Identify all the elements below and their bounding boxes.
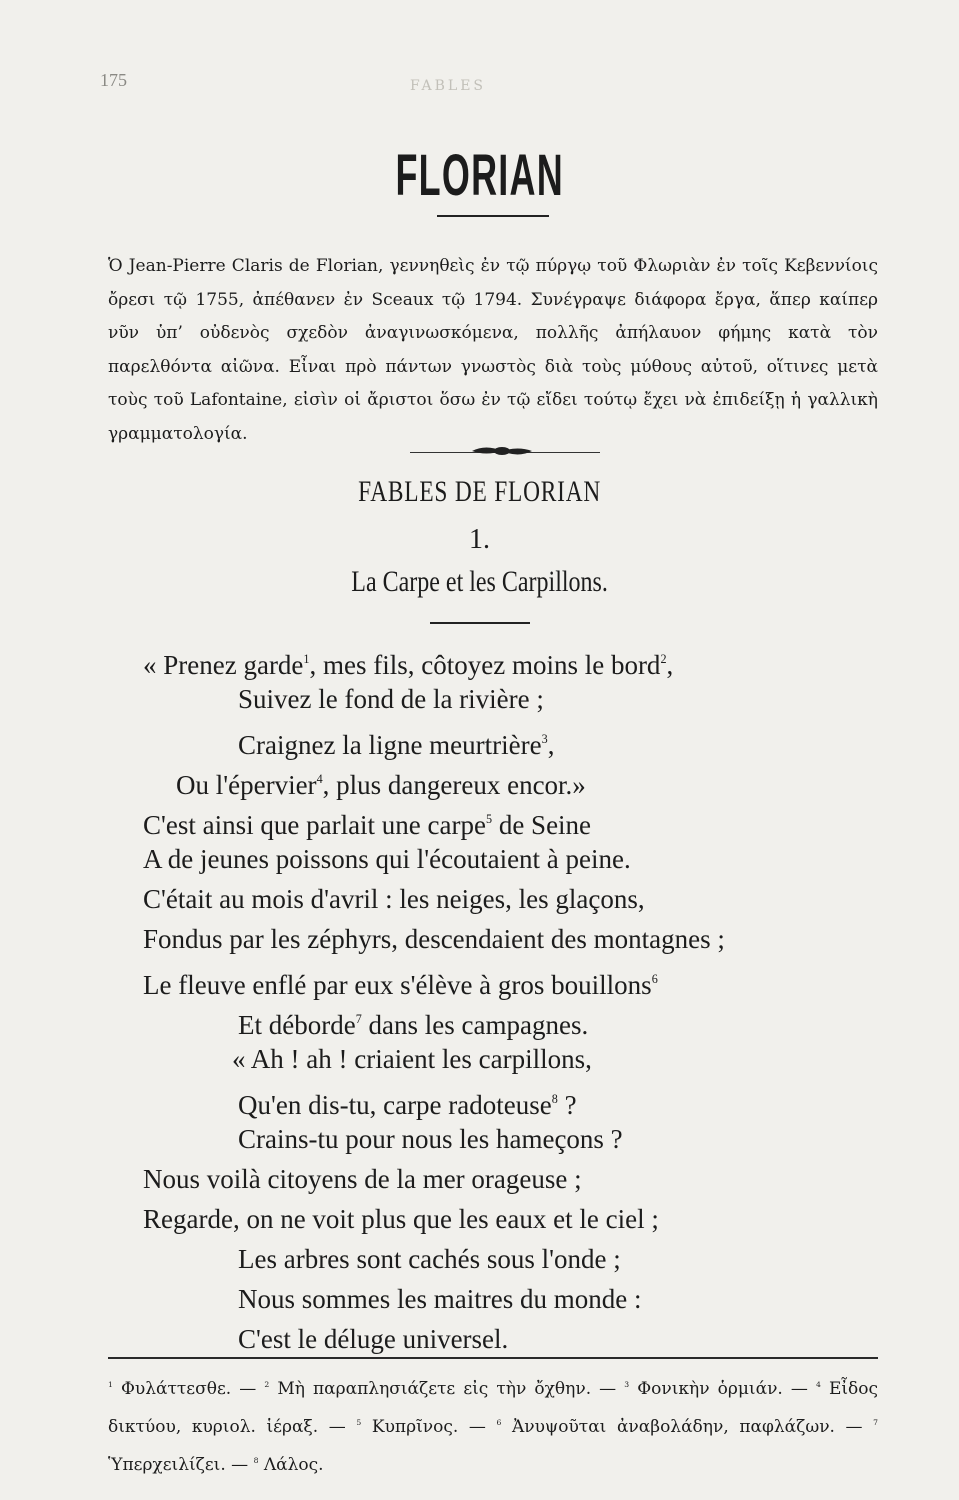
footnote: $^2$ Μὴ παραπλησιάζετε εἰς τὴν ὄχθην. — [264, 1378, 617, 1399]
verse-line: Crains-tu pour nous les hameçons ? [238, 1124, 623, 1154]
verse-line: C'est le déluge universel. [238, 1324, 509, 1354]
fable-number: 1. [469, 524, 490, 555]
verse-line: Regarde, on ne voit plus que les eaux et le ciel ; [143, 1204, 659, 1234]
footnote: $^6$ Ἀνυψοῦται ἀναβολάδην, παφλάζων. — [496, 1416, 863, 1437]
fable-title-rule [430, 622, 530, 624]
title-rule [437, 215, 549, 217]
verse-line: Le fleuve enflé par eux s'élève à gros bouillons$^6$ [143, 969, 658, 1000]
footnote-rule [108, 1357, 878, 1359]
verse-line: Nous sommes les maitres du monde : [238, 1284, 642, 1314]
verse-line: « Prenez garde$^1$, mes fils, côtoyez moins le bord$^2$, [143, 649, 674, 680]
footnote: $^3$ Φονικὴν ὁρμιάν. — [624, 1378, 808, 1399]
verse-line: Qu'en dis-tu, carpe radoteuse$^8$ ? [238, 1089, 577, 1120]
verse-line: C'est ainsi que parlait une carpe$^5$ de Seine [143, 809, 592, 840]
verse-line: Fondus par les zéphyrs, descendaient des montagnes ; [143, 924, 725, 954]
footnote: $^4$ Εἶδος δικτύου, κυριολ. ἱέραξ. — [108, 1378, 879, 1437]
verse-line: Craignez la ligne meurtrière$^3$, [238, 729, 555, 760]
verse-line: C'était au mois d'avril : les neiges, les glaçons, [143, 884, 645, 914]
verse-line: « Ah ! ah ! criaient les carpillons, [232, 1044, 592, 1074]
page-title: FLORIAN [395, 143, 564, 208]
verse-line: Ou l'épervier$^4$, plus dangereux encor.» [176, 769, 586, 800]
fable-title: La Carpe et les Carpillons. [351, 565, 608, 598]
verse-line: Suivez le fond de la rivière ; [238, 684, 544, 714]
footnote: $^1$ Φυλάττεσθε. — [108, 1378, 257, 1399]
ornament-icon [470, 444, 534, 458]
intro-paragraph: Ὁ Jean-Pierre Claris de Florian, γεννηθεὶς ἐν τῷ πύργῳ τοῦ Φλωριὰν ἐν τοῖς Κεβεννίοις ὄρεσι τῷ 1755, ἀπέθανεν ἐν Sceaux τῷ 1794. Συνέγραψε διάφορα ἔργα, ἅπερ καίπερ νῦν ὑπ’ οὐδενὸς σχεδὸν ἀναγινωσκόμενα, πολλῆς ἀπήλαυον φήμης κατὰ τὸν παρελθόντα αἰῶνα. Εἶναι πρὸ πάντων γνωστὸς διὰ τοὺς μύθους αὐτοῦ, οἵτινες μετὰ τοὺς τοῦ Lafontaine, εἰσὶν οἱ ἄριστοι ὅσω ἐν τῷ εἴδει τούτῳ ἔχει νὰ ἐπιδείξῃ ἡ γαλλικὴ γραμματολογία. [108, 256, 878, 444]
page-number: 175 [100, 70, 127, 90]
verse-line: Les arbres sont cachés sous l'onde ; [238, 1244, 621, 1274]
verse-line: A de jeunes poissons qui l'écoutaient à peine. [143, 844, 631, 874]
verse-line: Et déborde$^7$ dans les campagnes. [238, 1009, 589, 1040]
section-heading: FABLES DE FLORIAN [358, 475, 602, 508]
verse-line: Nous voilà citoyens de la mer orageuse ; [143, 1164, 582, 1194]
running-head: FABLES [410, 78, 487, 94]
footnote: $^8$ Λάλος. [253, 1454, 324, 1475]
footnote: $^5$ Κυπρῖνος. — [356, 1416, 486, 1437]
footnotes [108, 1368, 878, 1482]
footnote: $^7$ Ὑπερχειλίζει. — [108, 1417, 879, 1475]
